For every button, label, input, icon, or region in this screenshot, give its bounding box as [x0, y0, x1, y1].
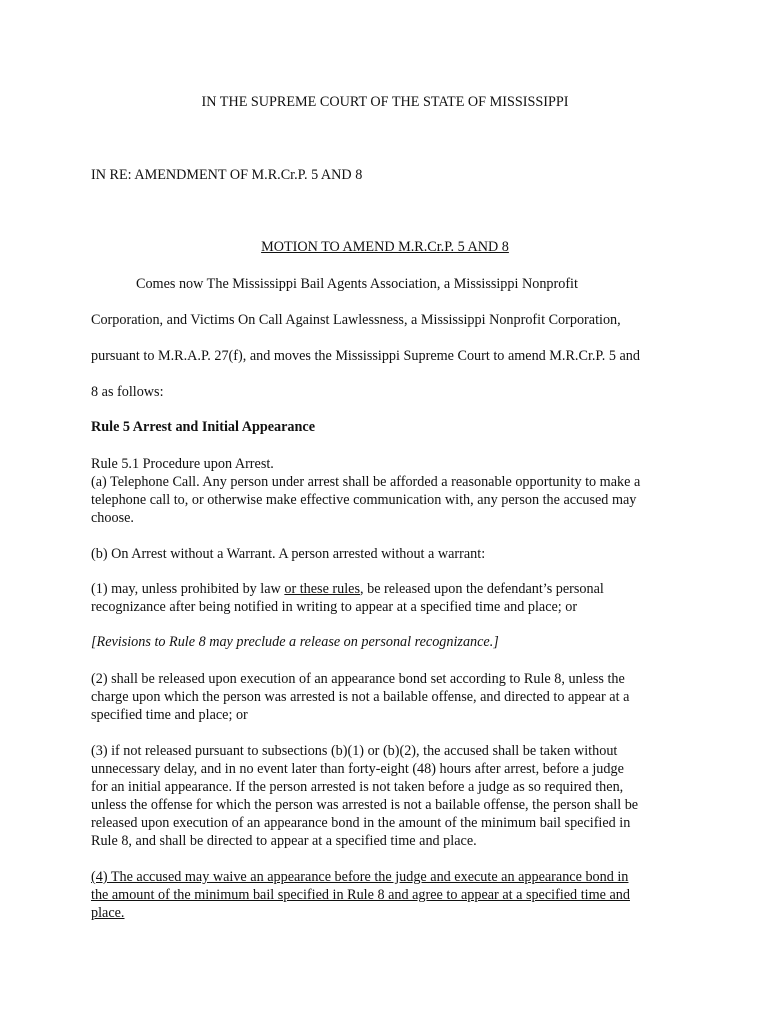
paragraph-line: the amount of the minimum bail specified in Rule 8 and agree to appear at a specified time and	[91, 887, 630, 903]
paragraph-2	[91, 670, 681, 724]
paragraph-line: (a) Telephone Call. Any person under arrest shall be afforded a reasonable opportunity to make a	[91, 474, 641, 490]
paragraph-line: recognizance after being notified in writing to appear at a specified time and place; or	[91, 599, 578, 615]
inserted-text: or these rules	[284, 581, 360, 597]
paragraph-line: place.	[91, 905, 125, 921]
paragraph-3	[91, 742, 681, 850]
intro-line: 8 as follows:	[91, 384, 164, 400]
intro-line: pursuant to M.R.A.P. 27(f), and moves the Mississippi Supreme Court to amend M.R.Cr.P. 5 and	[91, 348, 640, 364]
paragraph-line: released upon execution of an appearance bond in the amount of the minimum bail specified in	[91, 815, 631, 831]
paragraph-line: charge upon which the person was arrested is not a bailable offense, and directed to appear at a	[91, 689, 630, 705]
paragraph-1	[91, 580, 681, 616]
paragraph-line: unless the offense for which the person was arrested is not a bailable offense, the person shall be	[91, 797, 639, 813]
in-re-caption: IN RE: AMENDMENT OF M.R.Cr.P. 5 AND 8	[91, 167, 363, 183]
intro-line: Corporation, and Victims On Call Against Lawlessness, a Mississippi Nonprofit Corporation,	[91, 312, 621, 328]
revision-note	[91, 633, 681, 651]
paragraph-line	[91, 580, 681, 598]
paragraph-line: unnecessary delay, and in no event later than forty-eight (48) hours after arrest, before a judge	[91, 761, 624, 777]
paragraph-line: (2) shall be released upon execution of an appearance bond set according to Rule 8, unless the	[91, 671, 625, 687]
paragraph-line: (4) The accused may waive an appearance before the judge and execute an appearance bond in	[91, 869, 629, 885]
paragraph-line: specified time and place; or	[91, 707, 248, 723]
paragraph-line: telephone call to, or otherwise make effective communication with, any person the accused may	[91, 492, 637, 508]
paragraph-line: choose.	[91, 510, 134, 526]
paragraph-line: [Revisions to Rule 8 may preclude a release on personal recognizance.]	[91, 634, 499, 650]
paragraph-line: (3) if not released pursuant to subsections (b)(1) or (b)(2), the accused shall be taken without	[91, 743, 618, 759]
paragraph-line: for an initial appearance. If the person arrested is not taken before a judge as so required then,	[91, 779, 624, 795]
paragraph-b	[91, 545, 681, 563]
rule5-heading: Rule 5 Arrest and Initial Appearance	[91, 419, 315, 435]
text-run: (1) may, unless prohibited by law	[91, 581, 285, 597]
motion-title: MOTION TO AMEND M.R.Cr.P. 5 AND 8	[261, 239, 509, 255]
text-run: , be released upon the defendant’s personal	[360, 581, 604, 597]
rule-5-1-paragraph	[91, 455, 681, 527]
paragraph-line: Rule 8, and shall be directed to appear at a specified time and place.	[91, 833, 477, 849]
paragraph-line: (b) On Arrest without a Warrant. A person arrested without a warrant:	[91, 546, 486, 562]
court-title: IN THE SUPREME COURT OF THE STATE OF MISSISSIPPI	[201, 94, 569, 110]
paragraph-4-inserted	[91, 868, 681, 922]
intro-line: Comes now The Mississippi Bail Agents Association, a Mississippi Nonprofit	[136, 276, 578, 292]
rule-5-1-title: Rule 5.1 Procedure upon Arrest.	[91, 456, 274, 472]
